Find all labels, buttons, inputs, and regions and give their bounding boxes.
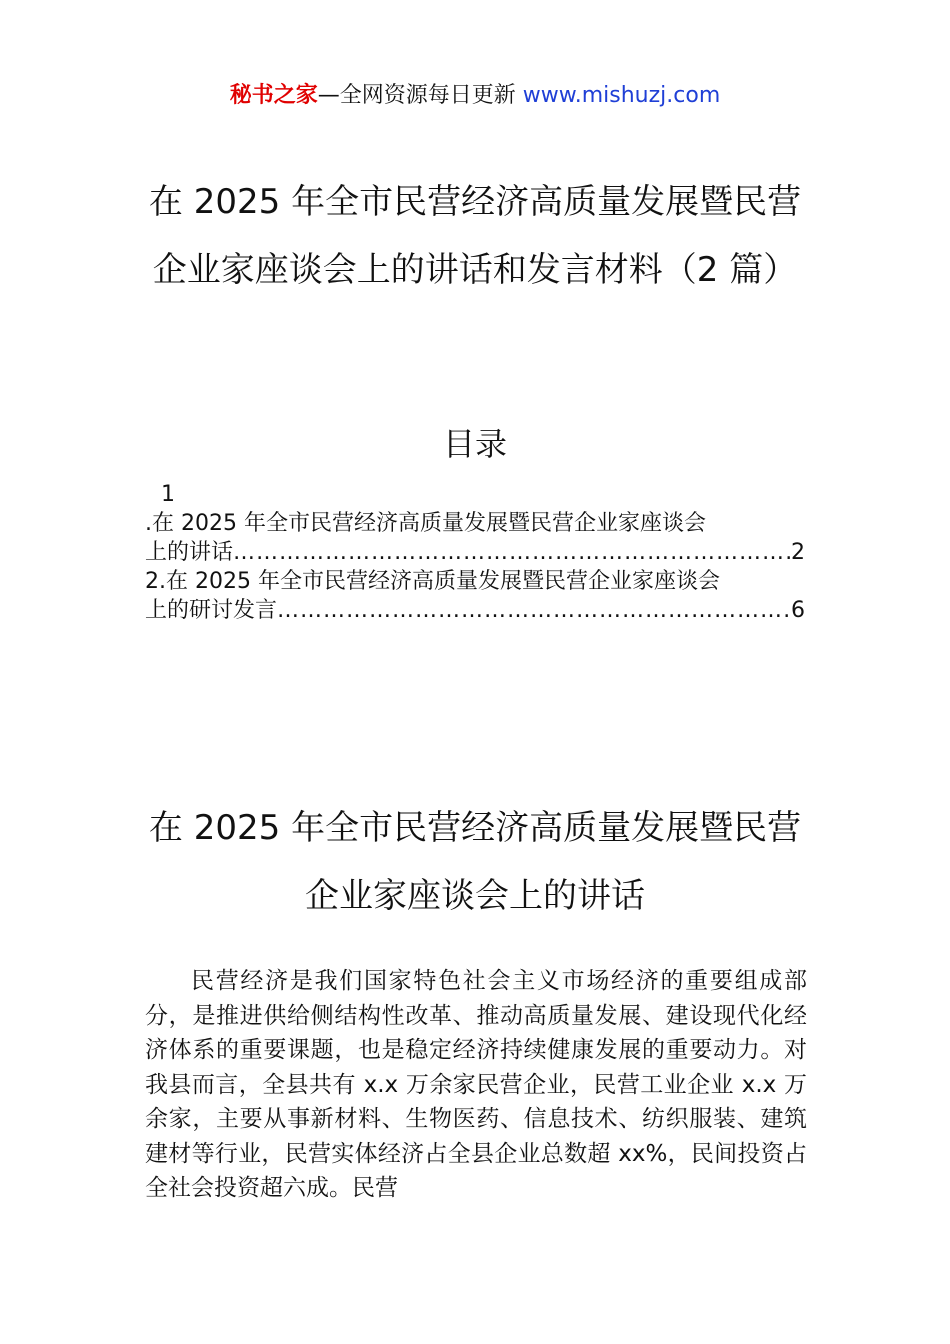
- table-of-contents: [145, 480, 805, 625]
- toc-heading: 目录: [442, 425, 507, 463]
- body-paragraph: 民营经济是我们国家特色社会主义市场经济的重要组成部分，是推进供给侧结构性改革、推动高质量发展、建设现代化经济体系的重要课题，也是稳定经济持续健康发展的重要动力。对我县而言，全县共有 x.x 万余家民营企业，民营工业企业 x.x 万余家，主要从事新材料、生物医药、信息技术、纺织服装、建筑建材等行业，民营实体经济占全县企业总数超 xx%，民间投资占全社会投资超六成。民营: [145, 968, 807, 1201]
- toc-entry-line2: 上的讲话: [145, 540, 234, 565]
- header-tagline: —全网资源每日更新: [317, 83, 516, 108]
- toc-entry-line2: 上的研讨发言: [145, 598, 278, 623]
- toc-entry-page: 6: [791, 598, 805, 623]
- toc-dot-leader: [233, 538, 791, 567]
- toc-entry-1[interactable]: [145, 480, 805, 567]
- document-title: 在 2025 年全市民营经济高质量发展暨民营企业家座谈会上的讲话和发言材料（2 篇）: [148, 182, 802, 290]
- toc-entry-line1: 2.在 2025 年全市民营经济高质量发展暨民营企业家座谈会: [145, 569, 720, 594]
- toc-entry-line1: .在 2025 年全市民营经济高质量发展暨民营企业家座谈会: [145, 511, 706, 536]
- site-url-link[interactable]: www.mishuzj.com: [522, 83, 721, 108]
- toc-entry-number: 1: [161, 482, 175, 507]
- section-title: 在 2025 年全市民营经济高质量发展暨民营企业家座谈会上的讲话: [148, 808, 802, 916]
- toc-dot-leader: [277, 596, 791, 625]
- toc-entry-page: 2: [791, 540, 805, 565]
- site-header: [0, 80, 950, 112]
- brand-name: 秘书之家: [229, 83, 318, 108]
- toc-entry-2[interactable]: [145, 567, 805, 625]
